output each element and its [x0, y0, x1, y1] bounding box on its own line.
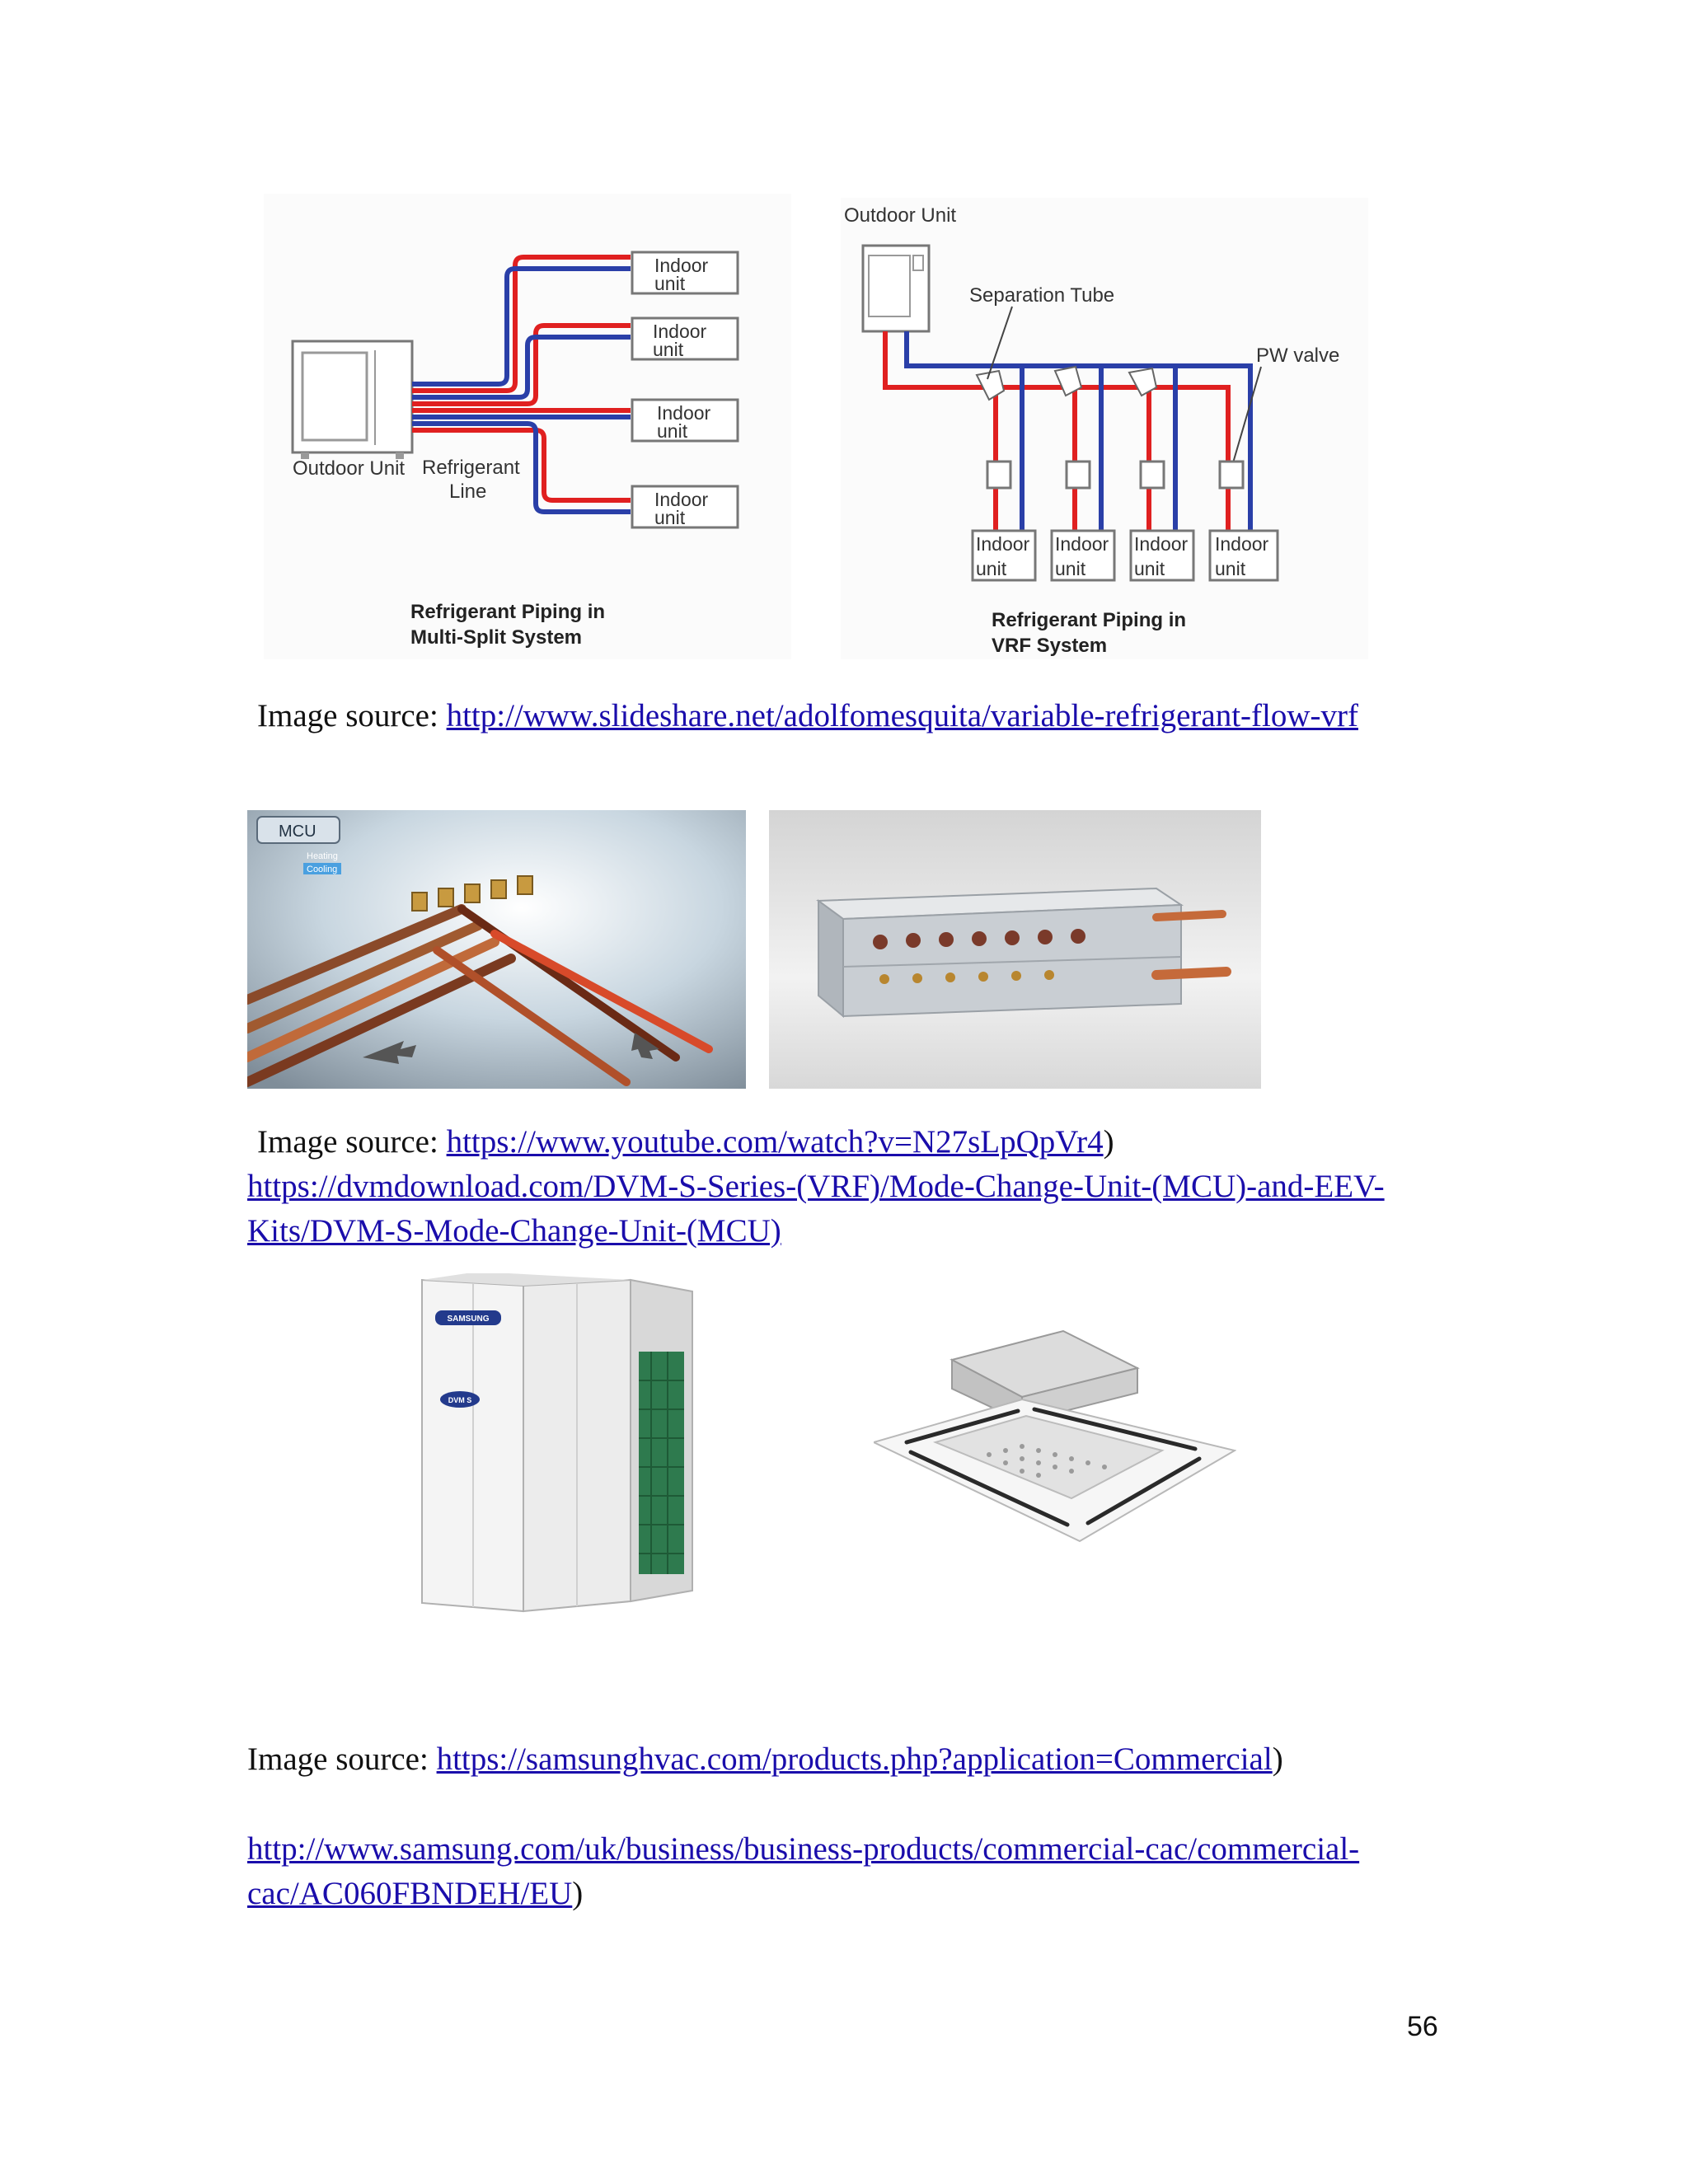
multi-split-outdoor-unit-icon: [293, 341, 412, 459]
indoor-unit-label: Indoor: [654, 255, 709, 276]
vrf-indoor-unit-3: [1131, 531, 1193, 580]
source-link[interactable]: http://www.samsung.com/uk/business/business-products/commercial-cac/commercial-: [247, 1831, 1360, 1867]
indoor-unit-label: unit: [657, 420, 688, 442]
image-source-caption-2-link2: [247, 1165, 1385, 1209]
indoor-unit-label: unit: [1134, 558, 1165, 579]
refrigerant-line-label: Refrigerant: [422, 457, 520, 479]
multi-split-indoor-unit-4: [632, 486, 738, 528]
source-link[interactable]: http://www.slideshare.net/adolfomesquita/variable-refrigerant-flow-vrf: [446, 698, 1358, 733]
indoor-unit-label: unit: [653, 339, 684, 360]
indoor-unit-label: Indoor: [1055, 533, 1109, 555]
image-source-caption-3-link2: [247, 1827, 1359, 1872]
image-source-caption-2: [257, 1120, 1114, 1165]
indoor-unit-label: Indoor: [1134, 533, 1189, 555]
indoor-unit-label: unit: [1215, 558, 1246, 579]
image-source-caption-3: [247, 1737, 1283, 1782]
multi-split-indoor-unit-2: [632, 318, 738, 360]
indoor-unit-label: Indoor: [654, 489, 709, 510]
indoor-unit-label: unit: [976, 558, 1007, 579]
image-source-caption-2-link2-cont: [247, 1209, 781, 1254]
source-link[interactable]: https://samsunghvac.com/products.php?application=Commercial: [436, 1741, 1273, 1777]
vrf-indoor-unit-4: [1210, 531, 1278, 580]
vrf-diagram-caption: VRF System: [992, 635, 1108, 657]
page-number: 56: [1407, 2011, 1438, 2042]
outdoor-unit-label: Outdoor Unit: [844, 204, 957, 227]
multi-split-indoor-unit-1: [632, 252, 738, 294]
caption-suffix: ): [1103, 1124, 1114, 1160]
vrf-indoor-unit-2: [1052, 531, 1114, 580]
outdoor-unit-photo: [412, 1273, 696, 1628]
indoor-unit-label: Indoor: [976, 533, 1030, 555]
caption-prefix: Image source:: [257, 698, 447, 733]
cooling-label: Cooling: [307, 865, 338, 874]
source-link[interactable]: cac/AC060FBNDEH/EU: [247, 1876, 573, 1911]
source-link[interactable]: https://dvmdownload.com/DVM-S-Series-(VRF)/Mode-Change-Unit-(MCU)-and-EEV-: [247, 1169, 1385, 1204]
heating-label: Heating: [307, 851, 338, 861]
indoor-unit-label: Indoor: [1215, 533, 1269, 555]
multi-split-diagram-caption: Refrigerant Piping in: [410, 601, 606, 623]
mcu-unit-photo: [769, 810, 1261, 1089]
vrf-diagram-caption: Refrigerant Piping in: [992, 609, 1187, 631]
product-badge-text: DVM S: [448, 1396, 472, 1404]
indoor-unit-label: Indoor: [653, 321, 707, 342]
brand-logo-text: SAMSUNG: [447, 1315, 490, 1324]
vrf-outdoor-unit-icon: [863, 246, 929, 331]
source-link[interactable]: https://www.youtube.com/watch?v=N27sLpQpVr4: [446, 1124, 1104, 1160]
indoor-unit-label: unit: [654, 507, 686, 528]
refrigerant-line-label: Line: [449, 480, 487, 503]
caption-prefix: Image source:: [247, 1741, 437, 1777]
multi-split-indoor-unit-3: [632, 400, 738, 442]
cassette-unit-photo: [874, 1327, 1236, 1549]
vrf-indoor-unit-1: [973, 531, 1035, 580]
image-source-caption-3-link2-cont: [247, 1872, 583, 1916]
outdoor-unit-label: Outdoor Unit: [293, 457, 406, 480]
refrigerant-piping-figure: [264, 190, 1376, 668]
cassette-indoor-unit-icon: [874, 1331, 1235, 1541]
multi-split-diagram-caption: Multi-Split System: [410, 626, 583, 649]
source-link[interactable]: Kits/DVM-S-Mode-Change-Unit-(MCU): [247, 1213, 781, 1249]
mcu-piping-render-image: [247, 810, 746, 1089]
mcu-badge-label: MCU: [279, 823, 316, 841]
pw-valve-label: PW valve: [1256, 344, 1340, 367]
mcu-box-icon: [818, 888, 1181, 1016]
indoor-unit-label: unit: [654, 273, 686, 294]
indoor-unit-label: unit: [1055, 558, 1086, 579]
caption-suffix: ): [572, 1876, 584, 1911]
separation-tube-label: Separation Tube: [969, 284, 1115, 307]
caption-suffix: ): [1272, 1741, 1283, 1777]
outdoor-unit-icon: [422, 1273, 692, 1611]
indoor-unit-label: Indoor: [657, 402, 711, 424]
caption-prefix: Image source:: [257, 1124, 447, 1160]
image-source-caption-1: [257, 694, 1358, 738]
